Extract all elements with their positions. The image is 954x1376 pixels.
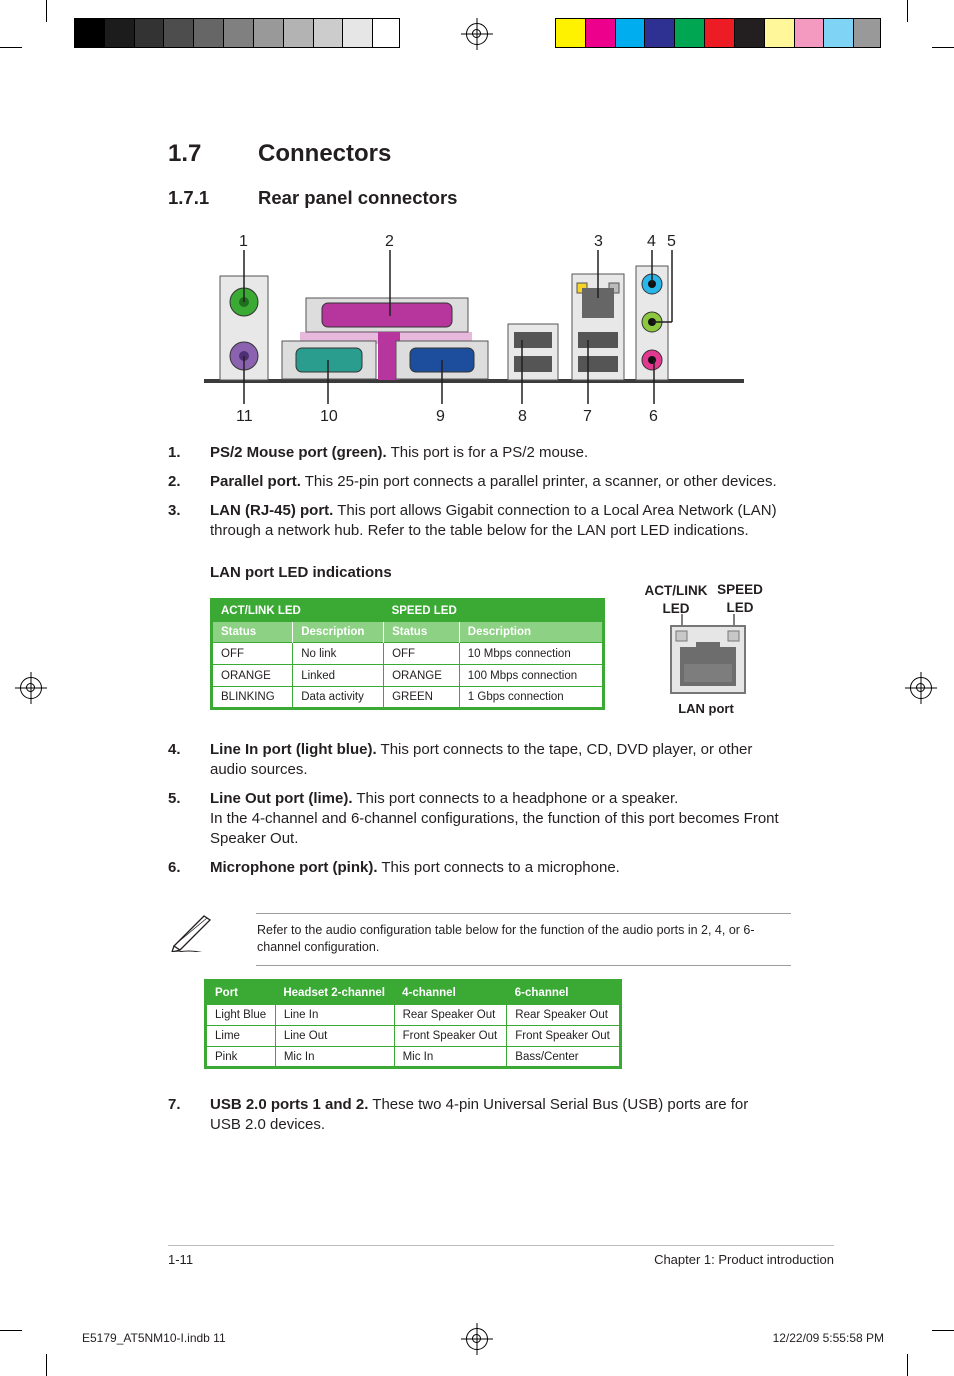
crop-mark — [932, 47, 954, 48]
table-header: Status — [212, 622, 293, 643]
table-header: Headset 2-channel — [275, 981, 394, 1005]
callout-1: 1 — [239, 233, 248, 250]
crop-mark — [907, 0, 908, 22]
table-header: 6-channel — [507, 981, 621, 1005]
callout-9: 9 — [436, 408, 445, 425]
table-cell: Data activity — [293, 687, 384, 709]
callout-8: 8 — [518, 408, 527, 425]
divider — [256, 913, 791, 914]
table-header: Port — [206, 981, 276, 1005]
table-cell: Rear Speaker Out — [507, 1005, 621, 1026]
grayscale-bar — [74, 18, 400, 48]
lan-table-title: LAN port LED indications — [210, 564, 392, 581]
table-cell: BLINKING — [212, 687, 293, 709]
table-row — [212, 665, 604, 687]
table-cell: Line In — [275, 1005, 394, 1026]
list-item-6: 6. Microphone port (pink). This port connects to a microphone. — [168, 859, 620, 876]
crop-mark — [0, 47, 22, 48]
callout-6: 6 — [649, 408, 658, 425]
table-cell: OFF — [384, 643, 460, 665]
list-item-5: 5. Line Out port (lime). This port connects to a headphone or a speaker. In the 4-channel and 6-channel configurations, the function of this port becomes Front Speaker Out. — [168, 790, 779, 847]
speed-led-label: SPEED LED — [717, 582, 763, 615]
table-cell: ORANGE — [212, 665, 293, 687]
table-cell: Front Speaker Out — [394, 1026, 507, 1047]
table-row — [212, 643, 604, 665]
table-cell: Pink — [206, 1047, 276, 1068]
subsection-heading: 1.7.1 Rear panel connectors — [168, 187, 458, 208]
act-link-led-label: ACT/LINK LED — [644, 583, 708, 616]
table-group-header: ACT/LINK LED — [212, 600, 384, 622]
table-header: Description — [293, 622, 384, 643]
chapter-title: Chapter 1: Product introduction — [654, 1252, 834, 1267]
note-text: Refer to the audio configuration table below for the function of the audio ports in 2, 4, or 6-channel configuration. — [257, 923, 755, 954]
audio-config-table — [204, 979, 622, 1069]
table-cell: Light Blue — [206, 1005, 276, 1026]
callout-5: 5 — [667, 233, 676, 250]
table-row — [212, 687, 604, 709]
color-bar — [555, 18, 881, 48]
callout-3: 3 — [594, 233, 603, 250]
callout-10: 10 — [320, 408, 338, 425]
callout-7: 7 — [583, 408, 592, 425]
table-cell: Linked — [293, 665, 384, 687]
table-header: Description — [459, 622, 603, 643]
table-header: Status — [384, 622, 460, 643]
lan-port-icon — [668, 614, 748, 696]
table-cell: 1 Gbps connection — [459, 687, 603, 709]
table-row — [206, 1047, 621, 1068]
crop-mark — [932, 1330, 954, 1331]
table-cell: Mic In — [275, 1047, 394, 1068]
page-number: 1-11 — [168, 1252, 194, 1267]
callout-2: 2 — [385, 233, 394, 250]
date-slug: 12/22/09 5:55:58 PM — [772, 1331, 884, 1345]
crop-mark — [907, 1354, 908, 1376]
section-heading: 1.7 Connectors — [168, 140, 392, 167]
table-cell: 100 Mbps connection — [459, 665, 603, 687]
file-slug: E5179_AT5NM10-I.indb 11 — [82, 1331, 226, 1345]
lan-led-table — [210, 598, 605, 710]
crop-mark — [46, 0, 47, 22]
table-cell: Mic In — [394, 1047, 507, 1068]
table-row — [206, 1005, 621, 1026]
list-item-4: 4. Line In port (light blue). This port connects to the tape, CD, DVD player, or other audio sources. — [168, 741, 753, 778]
registration-mark — [466, 23, 488, 45]
list-item-2: 2. Parallel port. This 25-pin port connects a parallel printer, a scanner, or other devices. — [168, 473, 777, 490]
list-item-3: 3. LAN (RJ-45) port. This port allows Gigabit connection to a Local Area Network (LAN) through a network hub. Refer to the table below for the LAN port LED indications. — [168, 502, 777, 539]
registration-mark — [20, 677, 42, 699]
note-pen-icon — [168, 910, 214, 952]
list-item-7: 7. USB 2.0 ports 1 and 2. These two 4-pin Universal Serial Bus (USB) ports are for USB 2.0 devices. — [168, 1096, 749, 1133]
table-cell: Line Out — [275, 1026, 394, 1047]
crop-mark — [46, 1354, 47, 1376]
table-cell: OFF — [212, 643, 293, 665]
table-cell: GREEN — [384, 687, 460, 709]
table-row — [206, 1026, 621, 1047]
table-cell: ORANGE — [384, 665, 460, 687]
list-item-1: 1. PS/2 Mouse port (green). This port is for a PS/2 mouse. — [168, 444, 589, 461]
table-cell: No link — [293, 643, 384, 665]
table-group-header: SPEED LED — [384, 600, 604, 622]
divider — [256, 965, 791, 966]
footer-rule — [168, 1245, 834, 1246]
table-cell: Bass/Center — [507, 1047, 621, 1068]
table-cell: 10 Mbps connection — [459, 643, 603, 665]
callout-11: 11 — [236, 408, 253, 425]
callout-4: 4 — [647, 233, 656, 250]
table-cell: Lime — [206, 1026, 276, 1047]
crop-mark — [0, 1330, 22, 1331]
registration-mark — [910, 677, 932, 699]
registration-mark — [466, 1328, 488, 1350]
lan-port-caption: LAN port — [678, 701, 734, 716]
table-cell: Rear Speaker Out — [394, 1005, 507, 1026]
rear-panel-diagram — [200, 228, 750, 428]
table-cell: Front Speaker Out — [507, 1026, 621, 1047]
table-header: 4-channel — [394, 981, 507, 1005]
